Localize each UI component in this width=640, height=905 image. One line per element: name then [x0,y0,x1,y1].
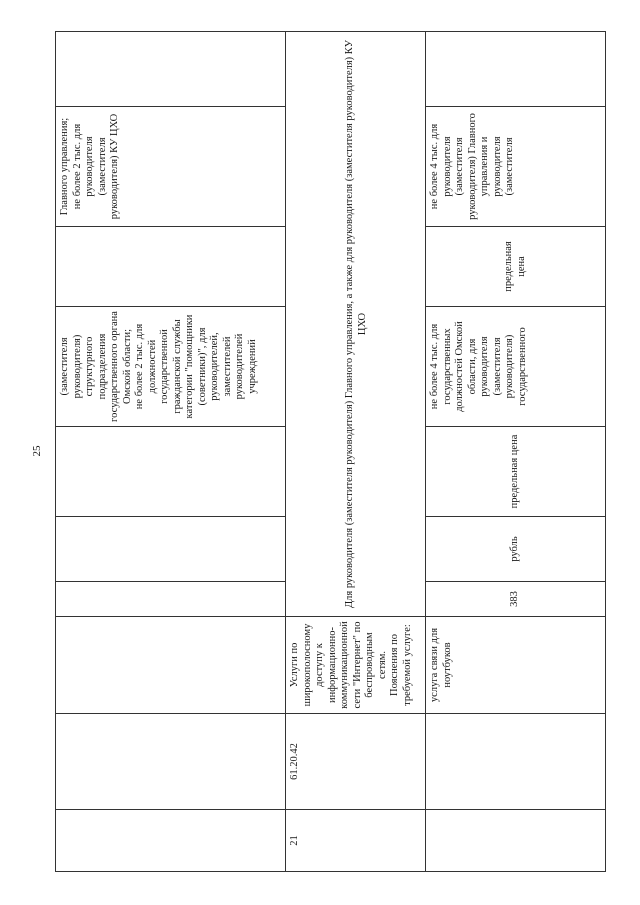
continued-value-main-text: Главного управления; не более 2 тыс. для руководителя (заместителя руководителя) КУ ЦХО [59,113,120,220]
table-cell [56,582,286,617]
category-header [286,32,426,617]
okei-code: 383 [426,582,606,617]
value-main: не более 4 тыс. для руководителя (заместителя руководителя) Главного управления и руководителя (заместителя [426,107,606,227]
okpd-code: 61.20.42 [286,714,426,810]
table-cell [56,810,286,872]
continued-value-main [56,107,286,227]
table-row-continuation [56,32,286,872]
table-cell [56,714,286,810]
table-row-21 [286,32,426,872]
continued-value-gov-text: (заместителя руководителя) структурного подразделения государственного органа Омской области; не более 2 тыс. для должностей государственной гражданской службы категории "помощники (советники)", для руководителей, заместителей руководителей учреждений [59,311,258,422]
value-gov: не более 4 тыс. для государственных должностей Омской области, для руководителя (заместителя руководителя) государственного [426,307,606,427]
table-cell [56,227,286,307]
service-item-name: услуга связи для ноутбуков [426,617,606,714]
table-cell [56,617,286,714]
category-header-text: Для руководителя (заместителя руководителя) Главного управления, а также для руководителя (заместителя руководителя) КУ ЦХО [343,39,368,609]
table-cell [426,32,606,107]
unit-name: рубль [426,517,606,582]
service-name [286,617,426,714]
rotated-table-wrapper [55,32,605,872]
service-name-text: Услуги по широкополосному доступу к информационно-коммуникационной сети "Интернет" по беспроводным сетям. Пояснения по требуемой услуге: [289,621,413,709]
row-number: 21 [286,810,426,872]
table-cell [56,517,286,582]
page-number: 25 [31,445,43,457]
table-cell [56,32,286,107]
characteristic-name: предельная цена [426,427,606,517]
table-row-service [426,32,606,872]
continued-value-gov [56,307,286,427]
requirements-table [55,31,606,872]
characteristic-name-2: предельная цена [426,227,606,307]
table-cell [56,427,286,517]
table-cell [426,810,606,872]
table-cell [426,714,606,810]
